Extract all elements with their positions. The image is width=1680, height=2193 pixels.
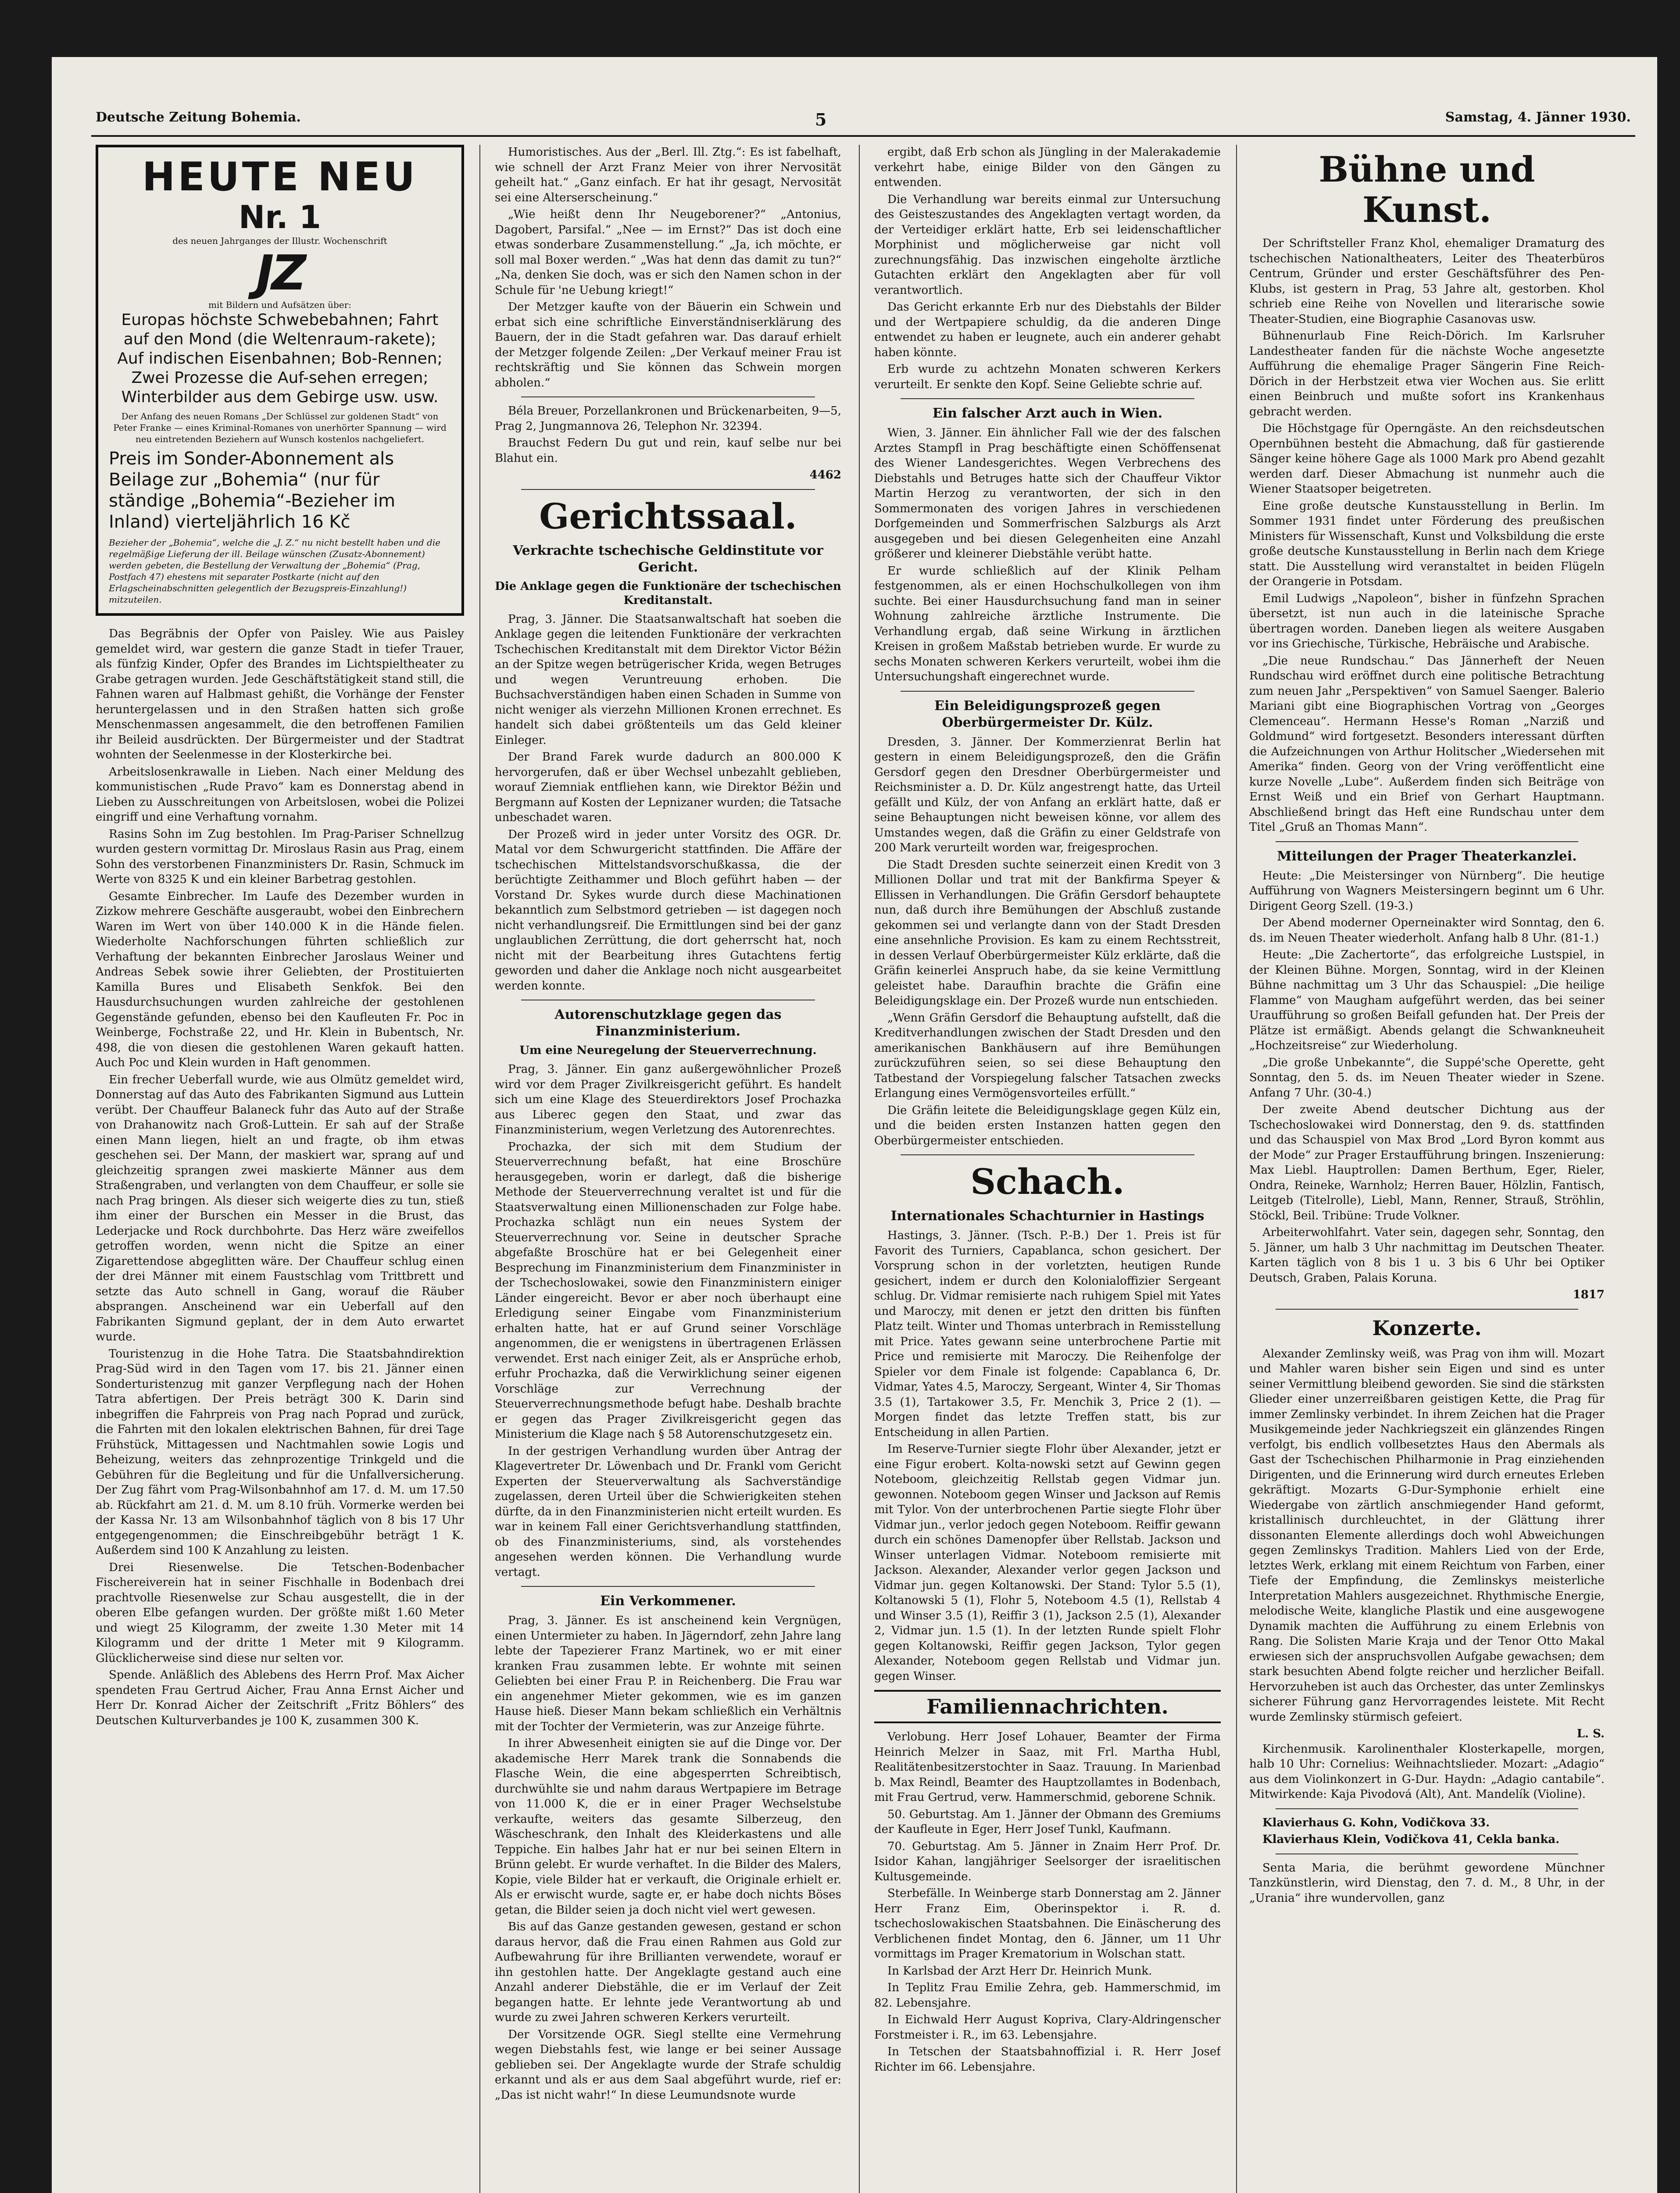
article-paragraph: Der Abend moderner Operneinakter wird Sonntag, den 6. ds. im Neuen Theater wiederholt. Anfang halb 8 Uhr. (81-1.) [1249, 916, 1605, 945]
article-paragraph: „Die neue Rundschau.“ Das Jännerheft der Neuen Rundschau wird eröffnet durch eine politische Betrachtung zum neuen Jahr „Perspektiven“ von Samuel Saenger. Balerio Mariani gibt eine Biographischen Vortrag von „Georges Clemenceau“. Hermann Hesse's Roman „Narziß und Goldmund“ wird fortgesetzt. Besonders interessant dürften die Aufzeichnungen von Arthur Holitscher „Wiedersehen mit Amerika“ finden. Georg von der Vring veröffentlicht eine kurze Novelle „Lube“. Außerdem finden sich Beiträge von Ernst Weiß und ein Brief von Gerhart Hauptmann. Abschließend bringt das Heft eine Rundschau unter dem Titel „Gruß an Thomas Mann“. [1249, 654, 1605, 834]
ad-novel: Der Anfang des neuen Romans „Der Schlüssel zur goldenen Stadt“ von Peter Franke — eines Kriminal-Romanes von unerhörter Spannung — wird neu eintretenden Beziehern auf Wunsch kostenlos nachgeliefert. [113, 411, 447, 444]
advertisement-box [96, 145, 464, 616]
article-paragraph: Der Vorsitzende OGR. Siegl stellte eine Vermehrung wegen Diebstahls fest, wie lange er bei seiner Aussage geblieben sei. Der Angeklagte wurde der Strafe schuldig erkannt und als er aus dem Saal abgeführt wurde, rief er: „Das ist nicht wahr!“ In diese Leumundsnote wurde [495, 2028, 841, 2102]
ad-subtitle: des neuen Jahrganges der Illustr. Wochenschrift [172, 236, 387, 246]
column-4 [1249, 145, 1605, 2193]
article-paragraph: Die Verhandlung war bereits einmal zur Untersuchung des Geisteszustandes des Angeklagten vertagt worden, da der Verteidiger erklärt hatte, Erb sei leidenschaftlicher Morphinist und möglicherweise gar nicht voll zurechnungsfähig. Das inzwischen eingeholte ärztliche Gutachten erklärt den Angeklagten aber für voll verantwortlich. [874, 193, 1221, 297]
article-paragraph: Emil Ludwigs „Napoleon“, bisher in fünfzehn Sprachen übersetzt, ist nun auch in die lateinische Sprache übertragen worden. Daneben liegen als weitere Ausgaben vor ins Griechische, Türkische, Hebräische und Arabische. [1249, 592, 1605, 650]
article-heading: Verkrachte tschechische Geldinstitute vor Gericht. [513, 543, 823, 575]
issue-date: Samstag, 4. Jänner 1930. [1445, 110, 1631, 125]
article-paragraph: Der Prozeß wird in jeder unter Vorsitz des OGR. Dr. Matal vor dem Schwurgericht stattfinden. Die Affäre der tschechischen Mittelstandsvorschußkassa, die der berüchtigte Zeithammer und Bloch geführt haben — der Vorstand Dr. Sykes wurde durch diese Machinationen bekanntlich zum Selbstmord getrieben — ist dagegen noch nicht verhandlungsreif. Die Ermittlungen sind bei der ganz unglaublichen Zerrüttung, die dort geherrscht hat, noch nicht mit der Bearbeitung ihres Gutachtens fertig geworden und daher die Anklage noch nicht ausgearbeitet werden konnte. [495, 828, 841, 993]
column-separator [1236, 145, 1237, 2193]
article-paragraph: Sterbefälle. In Weinberge starb Donnerstag am 2. Jänner Herr Franz Eim, Oberinspektor i. R. d. tschechoslowakischen Staatsbahnen. Die Einäscherung des Verblichenen findet Montag, den 6. Jänner, um 11 Uhr vormittags im Prager Krematorium in Wolschan statt. [874, 1887, 1221, 1961]
ad-with: mit Bildern und Aufsätzen über: [208, 300, 351, 310]
divider [521, 489, 815, 490]
ad-code: 1817 [1573, 1288, 1605, 1301]
article-heading: Ein falscher Arzt auch in Wien. [932, 406, 1163, 421]
article-paragraph: Bis auf das Ganze gestanden gewesen, gestand er schon daraus hervor, daß die Frau einen Rahmen aus Gold zur Aufbewahrung für ihre Brillianten verwendete, worauf er ihn gestohlen hatte. Der Angeklagte gestand auch eine Anzahl anderer Diebstähle, die er im Verlauf der Zeit begangen hatte. Er lehnte jede Verantwortung ab und wurde zu zwei Jahren schweren Kerkers verurteilt. [495, 1920, 841, 2024]
article-paragraph: Touristenzug in die Hohe Tatra. Die Staatsbahndirektion Prag-Süd wird in den Tagen vom 17. bis 21. Jänner einen Sonderturistenzug mit ganzer Verpflegung nach der Hohen Tatra abfertigen. Der Preis beträgt 300 K. Darin sind inbegriffen die Fahrpreis von Prag nach Poprad und zurück, die Fahrten mit den lokalen elektrischen Bahnen, für drei Tage Frühstück, Mittagessen und Nachtmahlen sowie Logis und Beheizung, weiters das zehnprozentige Trinkgeld und die Gebühren für die Begleitung und für die Unfallversicherung. Der Zug fährt vom Prag-Wilsonbahnhof am 17. d. M. um 17.50 ab. Rückfahrt am 21. d. M. um 8.10 früh. Vormerke werden bei der Kassa Nr. 13 am Wilsonbahnhof täglich von 8 bis 17 Uhr entgegengenommen; die Einschreibgebühr beträgt 1 K. Außerdem sind 100 K Anzahlung zu leisten. [96, 1347, 464, 1557]
jz-logo: JZ [256, 245, 304, 301]
classified-ad: Klavierhaus G. Kohn, Vodičkova 33. [1262, 1816, 1490, 1829]
article-paragraph: „Die große Unbekannte“, die Suppé'sche Operette, geht Sonntag, den 5. ds. im Neuen Theater wieder in Szene. Anfang 7 Uhr. (30-4.) [1249, 1056, 1605, 1100]
article-paragraph: Wien, 3. Jänner. Ein ähnlicher Fall wie der des falschen Arztes Stampfl in Prag beschäftigte einen Schöffensenat des Wiener Landesgerichtes. Wegen Verbrechens des Diebstahls und Betruges hatte sich der Chauffeur Viktor Martin Herzog zu verantworten, der sich in den Sommermonaten des vorigen Jahres in verschiedenen Dorfgemeinden und Sommerfrischen Salzburgs als Arzt ausgegeben und bei diesen Gelegenheiten eine Anzahl größerer und kleinerer Diebstähle verübt hatte. [874, 426, 1221, 561]
article-paragraph: Prochazka, der sich mit dem Studium der Steuerverrechnung befaßt, hat eine Broschüre herausgegeben, worin er darlegt, daß die bisherige Methode der Steuerverrechnung veraltet ist und für die Staatsverwaltung einen Millionenschaden zur Folge habe. Prochazka schlägt nun ein neues System der Steuerverrechnung vor. Seine in deutscher Sprache abgefaßte Broschüre hat er bei Gelegenheit einer Besprechung im Finanzministerium dem Finanzminister in der Tschechoslowakei, sowie den Finanzministern einiger Länder eingereicht. Bevor er aber noch überhaupt eine Erledigung seiner Eingabe vom Finanzministerium erhalten hatte, hat er auf Grund seiner Vorschläge angenommen, die er wenigstens in übertragenen Erlässen verwendet. Erst nach einiger Zeit, als er Ansprüche erhob, erfuhr Prochazka, daß die Verwirklichung seiner eigenen Vorschläge zur Verrechnung der Steuerverrechnungsmethode befugt habe. Deshalb brachte er gegen das Prager Zivilkreisgericht gegen das Ministerium die Klage nach § 58 Autorenschutzgesetz ein. [495, 1140, 841, 1441]
classified-ad: Klavierhaus Klein, Vodičkova 41, Cekla banka. [1262, 1833, 1560, 1846]
divider [901, 398, 1194, 399]
article-paragraph: Prag, 3. Jänner. Die Staatsanwaltschaft hat soeben die Anklage gegen die leitenden Funktionäre der verkrachten Tschechischen Kreditanstalt mit dem Direktor Victor Béžin an der Spitze wegen betrügerischer Krida, wegen Betruges und wegen Veruntreuung erhoben. Die Buchsachverständigen haben einen Schaden in Summe von nicht weniger als vierzehn Millionen Kronen errechnet. Es handelt sich dabei größtenteils um das Geld kleiner Einleger. [495, 612, 841, 747]
article-paragraph: In der gestrigen Verhandlung wurden über Antrag der Klagevertreter Dr. Löwenbach und Dr. Frankl vom Gericht Experten der Steuerverwaltung als Sachverständige zugelassen, deren Urteil über die Schwierigkeiten stehen dürfte, da in den Finanzministerien nicht erteilt wurden. Es war in keinem Fall einer Gerichtsverhandlung stattfinden, ob des Finanzministeriums, sind, als vorstehendes angesehen werden können. Die Verhandlung wurde vertagt. [495, 1444, 841, 1579]
article-paragraph: Senta Maria, die berühmt gewordene Münchner Tanzkünstlerin, wird Dienstag, den 7. d. M., 8 Uhr, in der „Urania“ ihre wundervollen, ganz [1249, 1861, 1605, 1905]
section-title-schach: Schach. [970, 1161, 1125, 1202]
article-paragraph: Verlobung. Herr Josef Lohauer, Beamter der Firma Heinrich Melzer in Saaz, mit Frl. Martha Hubl, Realitätenbesitzerstochter in Saaz. Trauung. In Marienbad b. Max Reindl, Beamter des Hauptzollamtes in Bodenbach, mit Frau Gertrud, verw. Hammerschmid, geborene Schnik. [874, 1730, 1221, 1804]
ad-number: Nr. 1 [238, 199, 321, 236]
masthead-left: Deutsche Zeitung Bohemia. [96, 110, 301, 125]
ad-price: Preis im Sonder-Abonnement als Beilage zur „Bohemia“ (nur für ständige „Bohemia“-Bezieher im Inland) vierteljährlich 16 Kč [109, 449, 396, 532]
divider [1276, 1808, 1578, 1809]
article-paragraph: Er wurde schließlich auf der Klinik Pelham festgenommen, als er einen Hochschulkollegen von ihm suchte. Bei einer Hausdurchsuchung fand man in seiner Wohnung zahlreiche ärztliche Instrumente. Die Verhandlung ergab, daß seine Wirkung in ärztlichen Kreisen in großem Maßstab betrieben wurde. Er wurde zu sechs Monaten schweren Kerkers verurteilt, wobei ihm die Untersuchungshaft eingerechnet wurde. [874, 564, 1221, 683]
article-paragraph: Ein frecher Ueberfall wurde, wie aus Olmütz gemeldet wird, Donnerstag auf das Auto des Fabrikanten Sigmund aus Luttein verübt. Der Chauffeur Balaneck fuhr das Auto auf der Straße von Drahanowitz nach Groß-Luttein. Er sah auf der Straße einen Mann liegen, hielt an und fragte, ob ihm etwas geschehen sei. Der Mann, der maskiert war, sprang auf und gleichzeitig sprangen zwei maskierte Männer aus dem Straßengraben, und verlangten von dem Chauffeur, er solle sie nach Prag bringen. Als dieser sich weigerte dies zu tun, stieß ihm einer der Burschen ein Messer in die Brust, das Lederjacke und Rock durchbohrte. Das Herz wäre zweifellos getroffen worden, wenn nicht die Spitze an einer Zigarettendose abgeglitten wäre. Der Chauffeur schlug einen der drei Männer mit einem Faustschlag vom Trittbrett und setzte das Auto schnell in Gang, worauf die Räuber absprangen. Anscheinend war ein Ueberfall auf den Fabrikanten Sigmund geplant, der in dem Auto erwartet wurde. [96, 1073, 464, 1343]
column-separator [479, 145, 480, 2193]
article-paragraph: Das Begräbnis der Opfer von Paisley. Wie aus Paisley gemeldet wird, war gestern die ganze Stadt in tiefer Trauer, als fünfzig Kinder, Opfer des Brandes im Lichtspieltheater zu Grabe getragen wurden. Jede Geschäftstätigkeit stand still, die Fahnen waren auf Halbmast gehißt, die Vorhänge der Fenster heruntergelassen und in den Straßen hatten sich große Menschenmassen angesammelt, die den betroffenen Familien ihr Beileid ausdrückten. Der Bürgermeister und der Stadtrat wohnten der Seelenmesse in der Klosterkirche bei. [96, 627, 464, 761]
divider [901, 691, 1194, 692]
ad-code: 4462 [809, 468, 841, 482]
article-paragraph: Spende. Anläßlich des Ablebens des Herrn Prof. Max Aicher spendeten Frau Gertrud Aicher, Frau Anna Ernst Aicher und Herr Dr. Konrad Aicher der Zeitschrift „Fritz Böhlers“ des Deutschen Kulturverbandes je 100 K, zusammen 300 K. [96, 1668, 464, 1727]
article-paragraph: Drei Riesenwelse. Die Tetschen-Bodenbacher Fischereiverein hat in seiner Fischhalle in Bodenbach drei prachtvolle Riesenwelse zur Schau ausgestellt, die in der oberen Elbe gefangen wurden. Der größte mißt 1.60 Meter und wiegt 25 Kilogramm, der zweite 1.30 Meter mit 14 Kilogramm und der dritte 1 Meter mit 9 Kilogramm. Glücklicherweise sind diese nur selten vor. [96, 1561, 464, 1665]
divider [1276, 841, 1578, 842]
article-subheading: Die Anklage gegen die Funktionäre der tschechischen Kreditanstalt. [495, 579, 841, 607]
newspaper-page [52, 57, 1657, 2193]
ad-title: HEUTE NEU [142, 154, 418, 200]
article-paragraph: 70. Geburtstag. Am 5. Jänner in Znaim Herr Prof. Dr. Isidor Kahan, langjähriger Seelsorger der israelitischen Kultusgemeinde. [874, 1839, 1221, 1883]
article-paragraph: In ihrer Abwesenheit einigten sie auf die Dinge vor. Der akademische Herr Marek trank die Sonnabends die Flasche Wein, die eine abgesperrten Schreibtisch, durchwühlte sie und nahm daraus Wertpapiere im Betrage von 11.000 K, die er in einer Prager Wechselstube verkaufte, weiters das gesamte Silberzeug, den Wäscheschrank, den Inhalt des Kleiderkastens und alle Teppiche. Ein halbes Jahr hat er nur bei seinen Eltern in Brünn gelebt. Er wurde verhaftet. In die Bilder des Malers, Kopie, viele Bilder hat er verkauft, die Originale erhielt er. Als er erwischt wurde, sagte er, er habe doch nichts Böses getan, die Bilder seien ja doch nicht viel wert gewesen. [495, 1737, 841, 1917]
article-paragraph: Eine große deutsche Kunstausstellung in Berlin. Im Sommer 1931 findet unter Förderung des preußischen Ministers für Wissenschaft, Kunst und Volksbildung die erste große deutsche Kunstausstellung in Berlin nach dem Kriege statt. Die Ausstellung wird veranstaltet in beiden Flügeln der Orangerie in Potsdam. [1249, 499, 1605, 588]
article-paragraph: Die Gräfin leitete die Beleidigungsklage gegen Külz ein, und die beiden ersten Instanzen hatten gegen den Oberbürgermeister entschieden. [874, 1104, 1221, 1147]
article-paragraph: In Karlsbad der Arzt Herr Dr. Heinrich Munk. [887, 1964, 1152, 1978]
article-paragraph: Heute: „Die Zachertorte“, das erfolgreiche Lustspiel, in der Kleinen Bühne. Morgen, Sonntag, wird in der Kleinen Bühne nachmittag um 3 Uhr das Schauspiel: „Die heilige Flamme“ von Maugham aufgeführt werden, das bei seiner Uraufführung so großen Beifall gefunden hat. Der Preis der Plätze ist ermäßigt. Abends gelangt die Schwankneuheit „Hochzeitsreise“ zur Wiederholung. [1249, 948, 1605, 1052]
article-subheading: Um eine Neuregelung der Steuerverrechnung. [519, 1044, 817, 1057]
article-paragraph: Die Höchstgage für Operngäste. An den reichsdeutschen Opernbühnen besteht die Abmachung, daß für gastierende Sänger keine höhere Gage als 1000 Mark pro Abend gezahlt werden darf. Dieser Abmachung ist nunmehr auch die Wiener Staatsoper beigetreten. [1249, 422, 1605, 496]
article-paragraph: In Teplitz Frau Emilie Zehra, geb. Hammerschmid, im 82. Lebensjahre. [874, 1981, 1221, 2010]
article-heading: Internationales Schachturnier in Hastings [890, 1208, 1205, 1224]
article-paragraph: „Wenn Gräfin Gersdorf die Behauptung aufstellt, daß die Kreditverhandlungen zwischen der Stadt Dresden und den amerikanischen Bankhäusern auf ihre Bemühungen zurückzuführen seien, so sei diese Behauptung den Tatbestand der Vorspiegelung falscher Tatsachen zwecks Erlangung eines Vermögensvorteiles erfüllt.“ [874, 1011, 1221, 1100]
article-paragraph: In Eichwald Herr August Kopriva, Clary-Aldringenscher Forstmeister i. R., im 63. Lebensjahre. [874, 2013, 1221, 2042]
article-heading: Ein Verkommener. [600, 1593, 736, 1609]
article-paragraph: Gesamte Einbrecher. Im Laufe des Dezember wurden in Zizkow mehrere Geschäfte ausgeraubt, wobei den Einbrechern Waren im Wert von über 140.000 K in die Hände fielen. Wiederholte Nachforschungen führten schließlich zur Verhaftung der bekannten Einbrecher Jaroslaus Weiner und Andreas Sebek sowie ihrer Geliebten, der Prostituierten Kamilla Bures und Elisabeth Senkfok. Bei den Hausdurchsuchungen wurden zahlreiche der gestohlenen Gegenstände gefunden, ebenso bei den Kaufleuten Fr. Poc in Weinberge, Fochstraße 22, und Hr. Klein in Bubentsch, Nr. 498, die von diesen die gestohlenen Waren gekauft hatten. Auch Poc und Klein wurden in Haft genommen. [96, 889, 464, 1069]
article-paragraph: Prag, 3. Jänner. Es ist anscheinend kein Vergnügen, einen Untermieter zu haben. In Jägerndorf, zehn Jahre lang lebte der Tapezierer Franz Martinek, wo er mit einer kranken Frau zusammen lebte. Er wohnte mit seinen Geliebten bei einer Frau P. in Reichenberg. Die Frau war ein angenehmer Mieter gekommen, wie es im ganzen Hause hieß. Dieser Mann bekam schließlich ein Verhältnis mit der Tochter der Vermieterin, was zur Anzeige führte. [495, 1614, 841, 1733]
article-heading: Mitteilungen der Prager Theaterkanzlei. [1277, 848, 1577, 864]
article-paragraph: Alexander Zemlinsky weiß, was Prag von ihm will. Mozart und Mahler waren bisher sein Eigen und sind es unter seiner Vermittlung bleibend geworden. Sie sind die stärksten Glieder einer unzerreißbaren geistigen Kette, die Prag für immer Zemlinsky verbindet. In ihrem Zeichen hat die Prager Musikgemeinde jeder Nachkriegszeit ein glänzendes Ringen verfolgt, bis endlich vollbesetztes Haus den Abermals als Gast der Tschechischen Philharmonie in Prag einziehenden Dirigenten, und die Erinnerung wird durch erneutes Erleben gekräftigt. Mozarts G-Dur-Symphonie erhielt eine Wiedergabe von zärtlich anschmiegender Hand geformt, kristallinisch durchleuchtet, in der Glättung ihrer dissonanten Elemente allerdings doch wohl Abweichungen gegen Zemlinskys Tradition. Mahlers Lied von der Erde, letztes Werk, erklang mit einem Reichtum von Farben, einer Tiefe der Empfindung, die Zemlinskys meisterliche Interpretation Mahlers ausgezeichnet. Rhythmische Energie, melodische Weite, klangliche Plastik und eine ausgewogene Dynamik machten die Aufführung zu einem Erlebnis von Rang. Die Solisten Marie Kraja und der Tenor Otto Makal erwiesen sich der anspruchsvollen Aufgabe gewachsen; dem stark besuchten Abend folgte reicher und herzlicher Beifall. Hervorzuheben ist auch das Orchester, das unter Zemlinskys sicherer Führung ganz Hervorragendes leistete. Mit Recht wurde Zemlinsky stürmisch gefeiert. [1249, 1347, 1605, 1724]
divider [521, 1586, 815, 1587]
ad-topics: Europas höchste Schwebebahnen; Fahrt auf den Mond (die Weltenraum-rakete); Auf indischen Eisenbahnen; Bob-Rennen; Zwei Prozesse die Auf-sehen erregen; Winterbilder aus dem Gebirge usw. usw. [117, 311, 443, 406]
article-paragraph: Das Gericht erkannte Erb nur des Diebstahls der Bilder und der Wertpapiere schuldig, da die anderen Dinge entwendet zu haben er leugnete, auch ein anderer gehabt haben könnte. [874, 300, 1221, 359]
page-number: 5 [815, 110, 827, 129]
section-title-familiennachrichten: Familiennachrichten. [874, 1690, 1221, 1723]
article-paragraph: Erb wurde zu achtzehn Monaten schweren Kerkers verurteilt. Er senkte den Kopf. Seine Geliebte schrie auf. [874, 363, 1221, 391]
article-paragraph: Kirchenmusik. Karolinenthaler Klosterkapelle, morgen, halb 10 Uhr: Cornelius: Weihnachtslieder. Mozart: „Adagio“ aus dem Violinkonzert in G-Dur. Haydn: „Adagio cantabile“. Mitwirkende: Kaja Pivodová (Alt), Ant. Mandelík (Violine). [1249, 1742, 1605, 1801]
article-paragraph: Prag, 3. Jänner. Ein ganz außergewöhnlicher Prozeß wird vor dem Prager Zivilkreisgericht geführt. Es handelt sich um eine Klage des Steuerdirektors Josef Prochazka aus Liberec gegen den Staat, und zwar das Finanzministerium, wegen Verletzung des Autorenrechtes. [495, 1063, 841, 1136]
article-paragraph: Im Reserve-Turnier siegte Flohr über Alexander, jetzt er eine Figur erobert. Kolta-nowski setzt auf Gewinn gegen Noteboom, gleichzeitig Rellstab gegen Vidmar jun. gewonnen. Noteboom gegen Winser und Jackson auf Remis mit Tylor. Von der unterbrochenen Partie siegte Flohr über Vidmar jun., verlor jedoch gegen Noteboom. Reiffir gewann durch ein schönes Damenopfer über Rellstab. Jackson und Winser unterlagen Vidmar. Noteboom remisierte mit Jackson. Alexander, Alexander verlor gegen Jackson und Vidmar jun. gegen Koltanowski. Der Stand: Tylor 5.5 (1), Koltanowski 5 (1), Flohr 5, Noteboom 4.5 (1), Rellstab 4 und Winser 3.5 (1), Reiffir 3 (1), Jackson 2.5 (1), Alexander 2, Vidmar jun. 1.5 (1). In der letzten Runde spielt Flohr gegen Koltanowski, Reiffir gegen Jackson, Tylor gegen Alexander, Noteboom gegen Rellstab und Vidmar jun. gegen Winser. [874, 1443, 1221, 1683]
article-heading: Autorenschutzklage gegen das Finanzministerium. [554, 1007, 782, 1039]
article-paragraph: Der Schriftsteller Franz Khol, ehemaliger Dramaturg des tschechischen Nationaltheaters, Leiter des Theaterbüros Centrum, Gründer und erster Geschäftsführer des Pen-Klubs, ist gestern in Prag, 53 Jahre alt, gestorben. Khol schrieb eine Reihe von Novellen und literarische sowie Theater-Studien, eine Biographie Casanovas usw. [1249, 237, 1605, 326]
article-paragraph: Der Metzger kaufte von der Bäuerin ein Schwein und erbat sich eine schriftliche Einverständniserklärung des Bauern, der in die Stadt gefahren war. Das darauf erhielt der Metzger folgende Zeilen: „Der Verkauf meiner Frau ist rechtskräftig und Sie können das Schwein morgen abholen.“ [495, 300, 841, 389]
classified-ad: Béla Breuer, Porzellankronen und Brückenarbeiten, 9—5, Prag 2, Jungmannova 26, Telephon Nr. 32394. [495, 404, 841, 433]
column-3 [874, 145, 1221, 2193]
section-title-buehne-und-kunst: Bühne und Kunst. [1319, 149, 1535, 230]
article-paragraph: 50. Geburtstag. Am 1. Jänner der Obmann des Gremiums der Kaufleute in Eger, Herr Josef Tunkl, Kaufmann. [874, 1807, 1221, 1836]
article-paragraph: Arbeitslosenkrawalle in Lieben. Nach einer Meldung des kommunistischen „Rude Pravo“ kam es Donnerstag abend in Lieben zu Ausschreitungen von Arbeitslosen, wobei die Polizei eingriff und eine Verhaftung vornahm. [96, 765, 464, 824]
article-paragraph: Rasins Sohn im Zug bestohlen. Im Prag-Pariser Schnellzug wurden gestern vormittag Dr. Miroslaus Rasin aus Prag, einem Sohn des verstorbenen Finanzministers Dr. Rasin, Schmuck im Werte von 8325 K und ein kleiner Barbetrag gestohlen. [96, 827, 464, 886]
header-rule [91, 135, 1635, 137]
page-header [96, 110, 1631, 127]
divider [1276, 1309, 1578, 1310]
article-paragraph: Arbeiterwohlfahrt. Vater sein, dagegen sehr, Sonntag, den 5. Jänner, um halb 3 Uhr nachmittag im Deutschen Theater. Karten täglich von 8 bis 1 u. 3 bis 6 Uhr bei Optiker Deutsch, Graben, Palais Koruna. [1249, 1226, 1605, 1285]
article-heading: Ein Beleidigungsprozeß gegen Oberbürgermeister Dr. Külz. [934, 698, 1161, 730]
article-paragraph: Die Stadt Dresden suchte seinerzeit einen Kredit von 3 Millionen Dollar und trat mit der Bankfirma Speyer & Ellissen in Verhandlungen. Die Gräfin Gersdorf behauptete nun, daß durch ihre Bemühungen der Abschluß zustande gekommen sei und verlangte dann von der Stadt Dresden eine ansehnliche Provision. Es kam zu einem Rechtsstreit, in dessen Verlauf Oberbürgermeister Külz erklärte, daß die Gräfin keinerlei Anspruch habe, da sie keine Vermittlung geleistet habe. Daraufhin brachte die Gräfin eine Beleidigungsklage ein. Der Prozeß wurde nun entschieden. [874, 858, 1221, 1007]
article-paragraph: Hastings, 3. Jänner. (Tsch. P.-B.) Der 1. Preis ist für Favorit des Turniers, Capablanca, schon gesichert. Der Vorsprung schon in der vorletzten, heutigen Runde gesichert, indem er durch den Kolonialoffizier Sergeant schlug. Dr. Vidmar remisierte nach ruhigem Spiel mit Yates und Maroczy, mit denen er jetzt den dritten bis fünften Platz teilt. Winter und Thomas unterbrach in Remisstellung mit Price. Yates gewann seine unterbrochene Partie mit Price und remisierte mit Maroczy. Die Reihenfolge der Spieler vor dem Finale ist folgende: Capablanca 6, Dr. Vidmar, Yates 4.5, Maroczy, Sergeant, Winter 4, Sir Thomas 3.5 (1), Tartakower 3.5, Fr. Menchik 3, Price 2 (1). — Morgen findet das letzte Treffen statt, bis zur Entscheidung in allen Partien. [874, 1229, 1221, 1439]
section-title-gerichtssaal: Gerichtssaal. [539, 495, 797, 537]
column-separator [859, 145, 860, 2193]
divider [521, 396, 815, 397]
article-paragraph: Bühnenurlaub Fine Reich-Dörich. Im Karlsruher Landestheater fanden für die nächste Woche angesetzte Aufführung die ehemalige Prager Sängerin Fine Reich-Dörich in der Herbstzeit etwa vier Wochen aus. Sie erlitt einen Beinbruch und mußte sofort ins Krankenhaus gebracht werden. [1249, 329, 1605, 418]
article-paragraph: Dresden, 3. Jänner. Der Kommerzienrat Berlin hat gestern in einem Beleidigungsprozeß, den die Gräfin Gersdorf gegen den Dresdner Oberbürgermeister und Reichsminister a. D. Dr. Külz angestrengt hatte, das Urteil gefällt und Külz, der von Anfang an erklärt hatte, daß er seine Behauptungen nicht beweisen könne, vor allem des Umstandes wegen, daß die Gräfin zu einer Geldstrafe von 200 Mark verurteilt worden war, freigesprochen. [874, 735, 1221, 854]
author-signature: L. S. [1576, 1727, 1605, 1740]
classified-ad: Brauchst Federn Du gut und rein, kauf selbe nur bei Blahut ein. [495, 436, 841, 465]
article-paragraph: „Wie heißt denn Ihr Neugeborener?“ „Antonius, Dagobert, Parsifal.“ „Nee — im Ernst?“ Das ist doch eine etwas sonderbare Zusammenstellung.“ „Ja, ich möchte, er soll mal Boxer werden.“ „Was hat denn das damit zu tun?“ „Na, denken Sie doch, was er sich den Namen schon in der Schule für 'ne Uebung kriegt!“ [495, 208, 841, 297]
article-paragraph: Humoristisches. Aus der „Berl. Ill. Ztg.“: Es ist fabelhaft, wie schnell der Arzt Franz Meier von ihrer Nervosität geheilt hat.“ „Ganz einfach. Er hat ihr gesagt, Nervosität sei eine Alterserscheinung.“ [495, 146, 841, 204]
article-paragraph: ergibt, daß Erb schon als Jüngling in der Malerakademie verkehrt habe, einige Bilder von den Gängen zu entwenden. [874, 146, 1221, 189]
article-paragraph: Der zweite Abend deutscher Dichtung aus der Tschechoslowakei wird Donnerstag, den 9. ds. stattfinden und das Schauspiel von Max Brod „Lord Byron kommt aus der Mode“ zur Prager Erstaufführung bringen. Inszenierung: Max Liebl. Hauptrollen: Damen Berthum, Eger, Rieler, Ondra, Reineke, Warnholz; Herren Bauer, Hölzlin, Fantisch, Leitgeb (Titelrolle), Liebl, Mann, Renner, Strauß, Ströhlin, Stöckl, Beil. Tribüne: Trude Volkner. [1249, 1103, 1605, 1222]
section-title-konzerte: Konzerte. [1372, 1316, 1482, 1340]
column-1 [96, 145, 464, 2193]
ad-fine-print: Bezieher der „Bohemia“, welche die „J. Z.“ nu nicht bestellt haben und die regelmäßige Lieferung der ill. Beilage wünschen (Zusatz-Abonnement) werden gebeten, die Bestellung der Verwaltung der „Bohemia“ (Prag, Postfach 47) ehestens mit separater Postkarte (nicht auf den Erlagscheinabschnitten gelegentlich der Bezugspreis-Einzahlung!) mitzuteilen. [109, 537, 441, 605]
column-2 [495, 145, 841, 2193]
article-paragraph: Der Brand Farek wurde dadurch an 800.000 K hervorgerufen, daß er über Wechsel unbezahlt geblieben, worauf Ziemniak entfliehen kann, wie Direktor Béžin und Bergmann auf Kosten der Lepnizaner wurden; die Tatsache unbeschadet waren. [495, 750, 841, 824]
article-paragraph: In Tetschen der Staatsbahnoffizial i. R. Herr Josef Richter im 66. Lebensjahre. [874, 2045, 1221, 2074]
article-paragraph: Heute: „Die Meistersinger von Nürnberg“. Die heutige Aufführung von Wagners Meistersingern beginnt um 6 Uhr. Dirigent Georg Szell. (19-3.) [1249, 869, 1605, 913]
divider [901, 1154, 1194, 1155]
